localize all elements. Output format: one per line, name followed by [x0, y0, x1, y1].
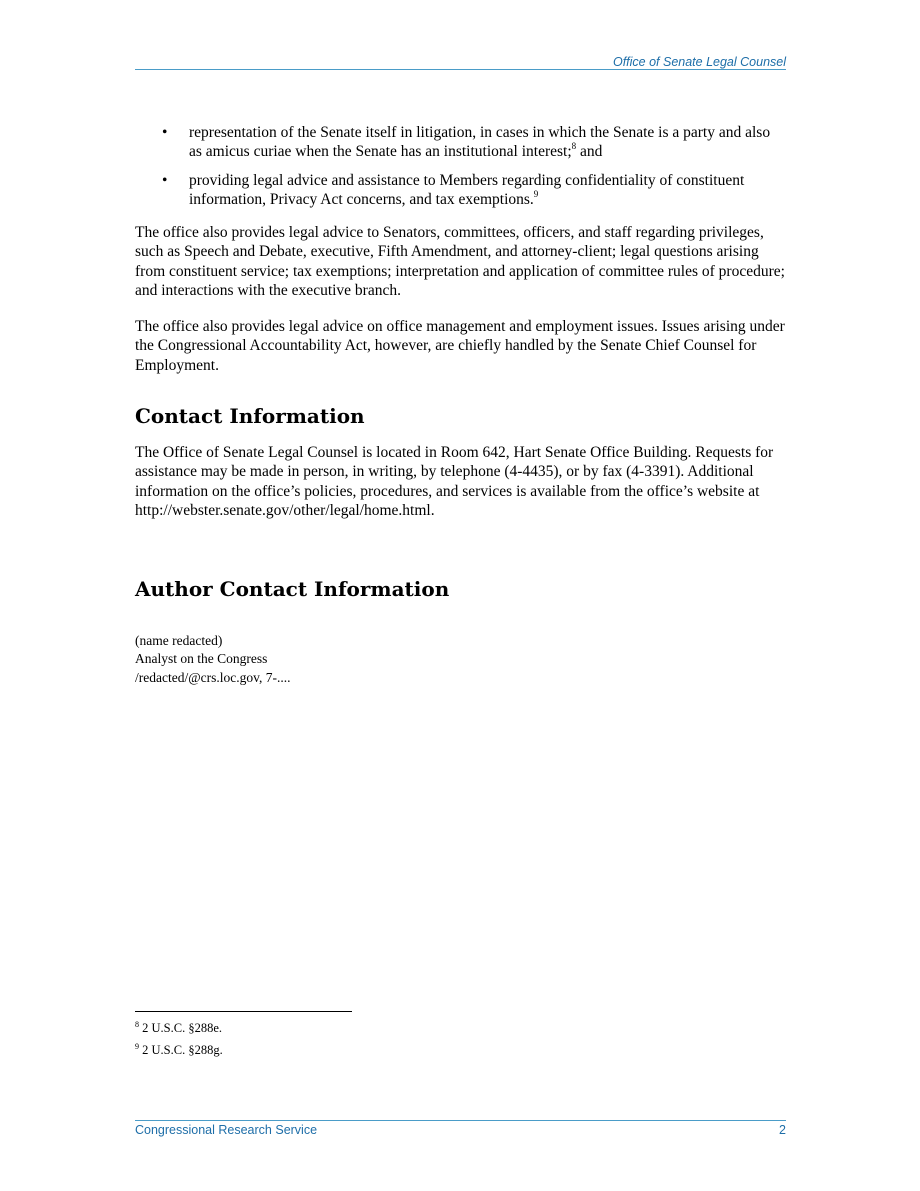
paragraph-employment: The office also provides legal advice on office management and employment issues. Issues arising under the Congressional Accountability Act, however, are chiefly handled by the Senate Chief Counsel for Employment. [135, 318, 785, 374]
author-email[interactable]: /redacted/@crs.loc.gov, 7-.... [135, 669, 291, 685]
footnote-text: 2 U.S.C. §288e. [142, 1021, 222, 1035]
bullet-tail: and [576, 143, 603, 161]
paragraph-privileges: The office also provides legal advice to Senators, committees, officers, and staff regarding privileges, such as Speech and Debate, executive, Fifth Amendment, and attorney-client; legal questions arising from constituent service; tax exemptions; interpretation and application of committee rules of procedure; and interactions with the executive branch. [135, 224, 785, 300]
running-header-title: Office of Senate Legal Counsel [612, 55, 786, 69]
contact-paragraph: The Office of Senate Legal Counsel is located in Room 642, Hart Senate Office Building. Requests for assistance may be made in person, in writing, by telephone (4-4435), or by fax (4-3391). Additional information on the office’s policies, procedures, and services is available from the office’s website at http://webster.senate.gov/other/legal/home.html. [135, 444, 774, 520]
list-item [135, 171, 786, 210]
bullet-text: providing legal advice and assistance to Members regarding confidentiality of constituent information, Privacy Act concerns, and tax exemptions. [189, 171, 745, 209]
page-number: 2 [779, 1123, 786, 1137]
footnote [135, 1020, 222, 1036]
footnote-rule [135, 1011, 352, 1012]
author-heading: Author Contact Information [135, 577, 450, 601]
bullet-icon: • [162, 171, 168, 189]
footer-rule [135, 1120, 786, 1121]
author-name: (name redacted) [135, 633, 223, 648]
footnote-text: 2 U.S.C. §288g. [142, 1043, 223, 1057]
header-rule [135, 69, 786, 70]
bullet-text: representation of the Senate itself in litigation, in cases in which the Senate is a party and also as amicus curiae when the Senate has an institutional interest; [189, 124, 771, 161]
list-item [135, 123, 786, 162]
author-block [135, 632, 291, 687]
author-role: Analyst on the Congress [135, 651, 268, 667]
contact-heading: Contact Information [135, 404, 365, 428]
footnote-number: 8 [135, 1020, 139, 1029]
bullet-icon: • [162, 124, 168, 141]
bullet-list [135, 123, 786, 219]
footnote [135, 1042, 223, 1058]
footnote-number: 9 [135, 1042, 139, 1051]
footnote-ref[interactable]: 9 [533, 189, 539, 200]
footer-source: Congressional Research Service [135, 1123, 318, 1137]
footnote-ref[interactable]: 8 [571, 141, 577, 152]
